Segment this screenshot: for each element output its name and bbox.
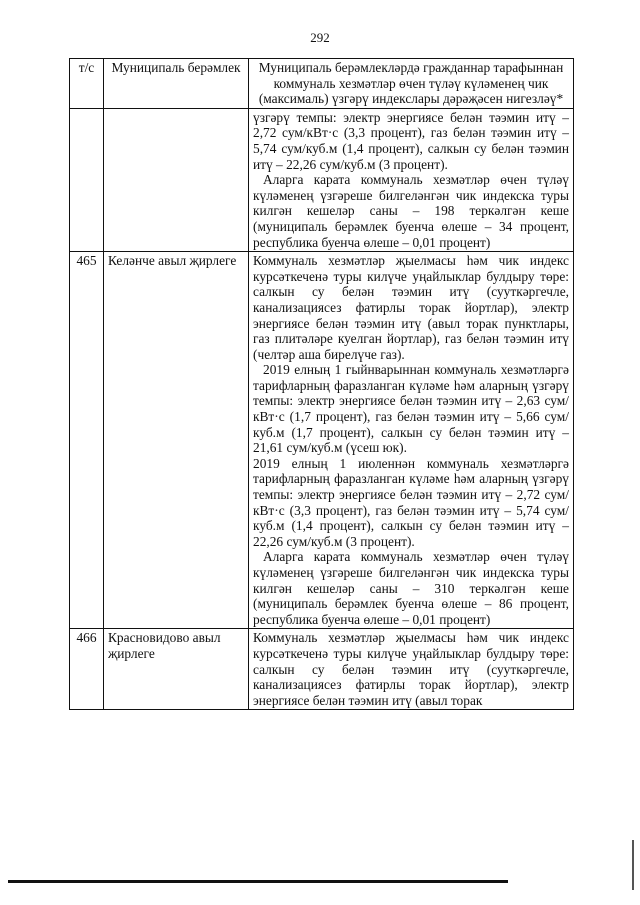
paragraph: үзгәрү темпы: электр энергиясе белән тәэмин итү – 2,72 сум/кВт·с (3,3 процент), газ белән тәэмин итү – 5,74 сум/куб.м (1,4 процент), салкын су белән тәэмин итү – 22,26 сум/куб.м (3 процент).	[253, 109, 569, 172]
table-header-row	[70, 59, 574, 109]
paragraph: Коммуналь хезмәтләр җыелмасы һәм чик индекс курсәткеченә туры килүче уңайлыклар булдыру төре: салкын су белән тәэмин итү (сууткәргечле, канализациясез фатирлы торак йортлар), электр энергиясе белән тәэмин итү (авыл торак	[253, 630, 569, 708]
table-row	[70, 252, 574, 629]
header-description: Муниципаль берәмлекләрдә гражданнар тарафыннан коммуналь хезмәтләр өчен түләү күләменең чик (максималь) үзгәрү индекслары дәрәҗәсен нигезләү*	[249, 59, 574, 109]
row-description	[249, 108, 574, 251]
table-row	[70, 108, 574, 251]
row-municipality	[104, 108, 249, 251]
row-municipality: Красновидово авыл җирлеге	[104, 629, 249, 710]
header-num: т/с	[70, 59, 104, 109]
paragraph: 2019 елның 1 июленнән коммуналь хезмәтләргә тарифларның фаразланган күләме һәм аларның үзгәрү темпы: электр энергиясе белән тәэмин итү – 2,72 сум/кВт·с (3,3 процент), газ белән тәэмин итү – 5,74 сум/куб.м (1,4 процент), салкын су белән тәэмин итү – 22,26 сум/куб.м (3 процент).	[253, 455, 569, 549]
row-num: 465	[70, 252, 104, 629]
table-row	[70, 629, 574, 710]
page-number: 292	[310, 30, 330, 45]
scan-edge-line	[8, 880, 508, 883]
row-num	[70, 108, 104, 251]
scan-edge-mark	[632, 840, 634, 890]
municipal-index-table	[69, 58, 574, 710]
header-municipality: Муниципаль берәмлек	[104, 59, 249, 109]
row-municipality: Келәнче авыл җирлеге	[104, 252, 249, 629]
paragraph: Коммуналь хезмәтләр җыелмасы һәм чик индекс курсәткеченә туры килүче уңайлыклар булдыру төре: салкын су белән тәэмин итү (сууткәргечле, канализациясез фатирлы торак йортлар), электр энергиясе белән тәэмин итү (авыл торак пунктлары, газ плитәләре куелган йортлар), газ белән тәэмин итү (челтәр аша бирелүче газ).	[253, 253, 569, 362]
paragraph: 2019 елның 1 гыйнварыннан коммуналь хезмәтләргә тарифларның фаразланган күләме һәм аларның үзгәрү темпы: электр энергиясе белән тәэмин итү – 2,63 сум/кВт·с (1,7 процент), газ белән тәэмин итү – 5,66 сум/куб.м (1,7 процент), салкын су белән тәэмин итү – 21,61 сум/куб.м (үсеш юк).	[253, 362, 569, 456]
paragraph: Аларга карата коммуналь хезмәтләр өчен түләү күләменең үзгәреше билгеләнгән чик индекска туры килгән кешеләр саны – 310 теркәлгән кеше (муниципаль берәмлек буенча өлеше – 86 процент, республика буенча өлеше – 0,01 процент)	[253, 549, 569, 627]
row-description	[249, 252, 574, 629]
paragraph: Аларга карата коммуналь хезмәтләр өчен түләү күләменең үзгәреше билгеләнгән чик индекска туры килгән кешеләр саны – 198 теркәлгән кеше (муниципаль берәмлек буенча өлеше – 34 процент, республика буенча өлеше – 0,01 процент)	[253, 172, 569, 250]
row-description	[249, 629, 574, 710]
row-num: 466	[70, 629, 104, 710]
